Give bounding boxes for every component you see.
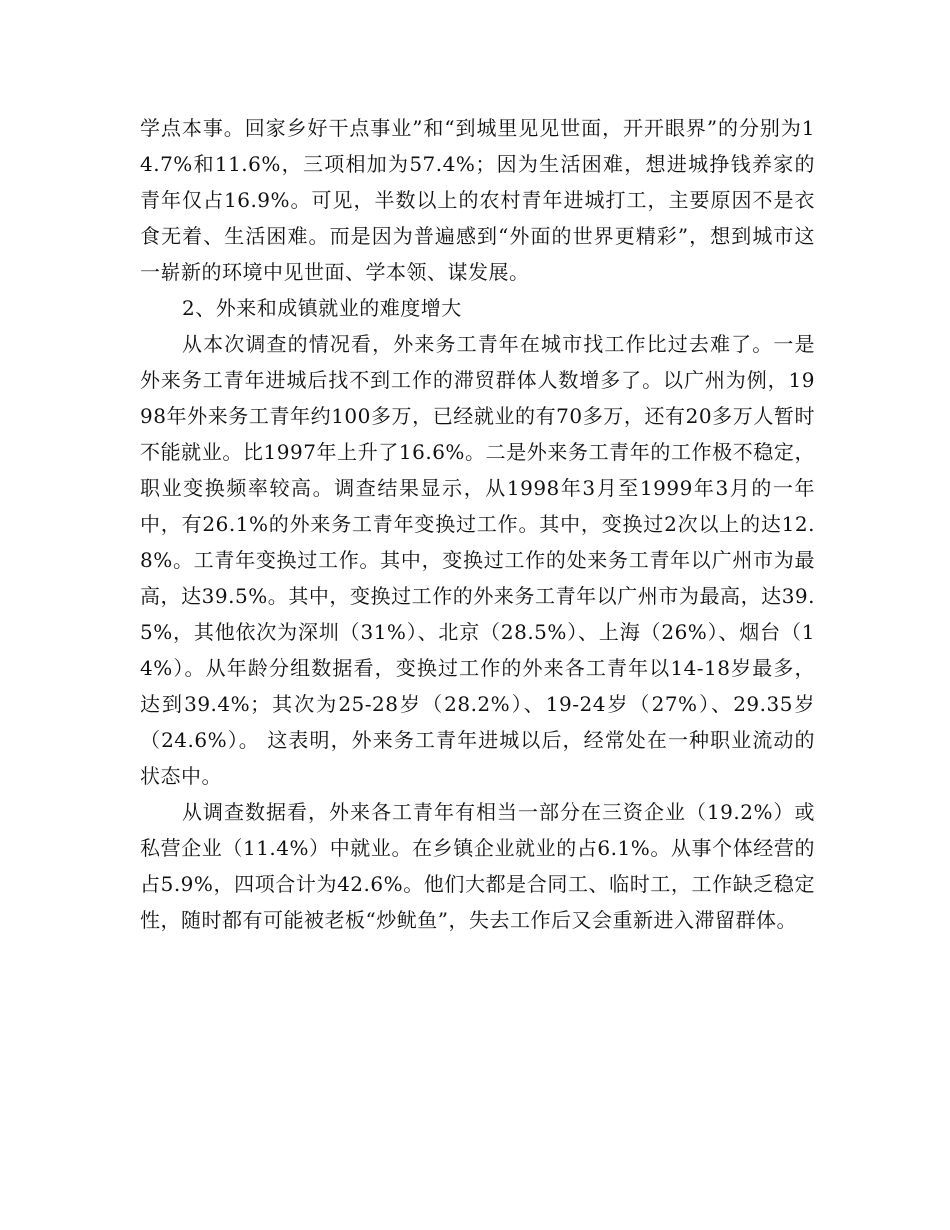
paragraph-employment-difficulty: 从本次调查的情况看，外来务工青年在城市找工作比过去难了。一是外来务工青年进城后找不到工作的滞贸群体人数增多了。以广州为例，1998年外来务工青年约100多万，已经就业的有70多万，还有20多万人暂时不能就业。比1997年上升了16.6%。二是外来务工青年的工作极不稳定，职业变换频率较高。调查结果显示，从1998年3月至1999年3月的一年中，有26.1%的外来务工青年变换过工作。其中，变换过2次以上的达12.8%。工青年变换过工作。其中，变换过工作的处来务工青年以广州市为最高，达39.5%。其中，变换过工作的外来务工青年以广州市为最高，达39.5%，其他依次为深圳（31%）、北京（28.5%）、上海（26%）、烟台（14%）。从年龄分组数据看，变换过工作的外来各工青年以14-18岁最多，达到39.4%；其次为25-28岁（28.2%）、19-24岁（27%）、29.35岁（24.6%）。 这表明，外来务工青年进城以后，经常处在一种职业流动的状态中。: [140, 332, 815, 788]
document-body: [140, 110, 815, 938]
paragraph-enterprise-employment: 从调查数据看，外来各工青年有相当一部分在三资企业（19.2%）或私营企业（11.4%）中就业。在乡镇企业就业的占6.1%。从事个体经营的占5.9%，四项合计为42.6%。他们大都是合同工、临时工，工作缺乏稳定性，随时都有可能被老板“炒鱿鱼”，失去工作后又会重新进入滞留群体。: [140, 800, 815, 932]
section-heading: 2、外来和成镇就业的难度增大: [182, 296, 462, 320]
paragraph-continuation: 学点本事。回家乡好干点事业”和“到城里见见世面，开开眼界”的分别为14.7%和11.6%，三项相加为57.4%；因为生活困难，想进城挣钱养家的青年仅占16.9%。可见，半数以上的农村青年进城打工，主要原因不是衣食无着、生活困难。而是因为普遍感到“外面的世界更精彩”，想到城市这一崭新的环境中见世面、学本领、谋发展。: [140, 116, 815, 284]
